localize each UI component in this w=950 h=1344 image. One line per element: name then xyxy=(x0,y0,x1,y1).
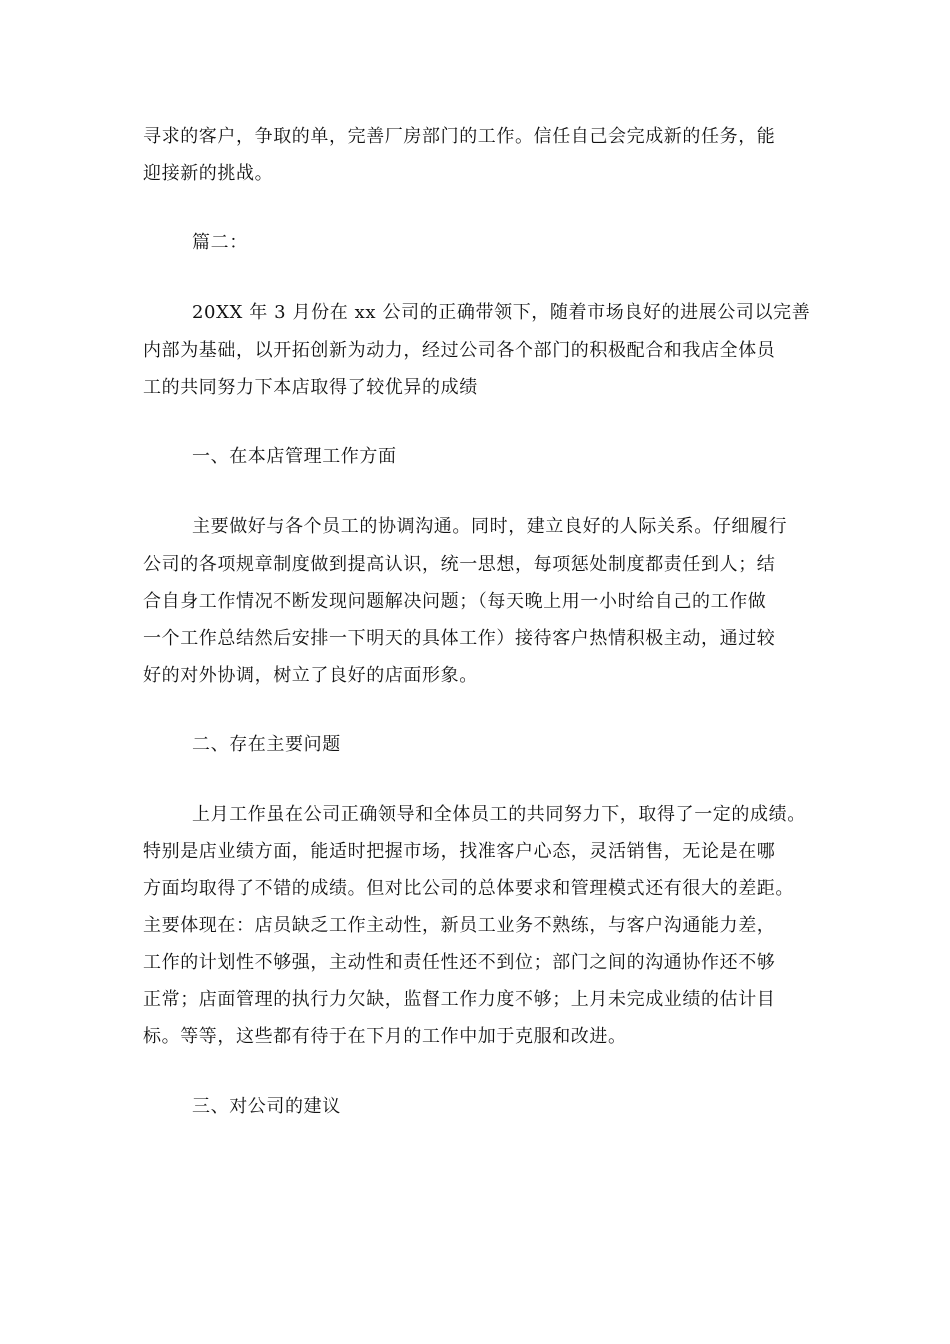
paragraph-line: 迎接新的挑战。 xyxy=(143,163,274,184)
paragraph-line: 主要体现在：店员缺乏工作主动性，新员工业务不熟练，与客户沟通能力差， xyxy=(143,915,776,936)
paragraph-line: 上月工作虽在公司正确领导和全体员工的共同努力下，取得了一定的成绩。 xyxy=(192,804,806,825)
paragraph-line: 工的共同努力下本店取得了较优异的成绩 xyxy=(143,377,478,398)
section-heading: 一、在本店管理工作方面 xyxy=(192,446,397,467)
section-heading: 三、对公司的建议 xyxy=(192,1096,341,1117)
paragraph-line: 工作的计划性不够强，主动性和责任性还不到位；部门之间的沟通协作还不够 xyxy=(143,952,776,973)
paragraph-line: 正常；店面管理的执行力欠缺，监督工作力度不够；上月未完成业绩的估计目 xyxy=(143,989,776,1010)
section-heading: 二、存在主要问题 xyxy=(192,734,341,755)
paragraph-line: 合自身工作情况不断发现问题解决问题；（每天晚上用一小时给自己的工作做 xyxy=(143,591,767,612)
section-heading: 篇二： xyxy=(192,232,248,253)
paragraph-line: 20XX 年 3 月份在 xx 公司的正确带领下，随着市场良好的进展公司以完善 xyxy=(192,302,811,323)
paragraph-line: 寻求的客户，争取的单，完善厂房部门的工作。信任自己会完成新的任务，能 xyxy=(143,126,776,147)
paragraph-line: 内部为基础，以开拓创新为动力，经过公司各个部门的积极配合和我店全体员 xyxy=(143,340,776,361)
paragraph-line: 主要做好与各个员工的协调沟通。同时，建立良好的人际关系。仔细履行 xyxy=(192,516,788,537)
paragraph-line: 标。等等，这些都有待于在下月的工作中加于克服和改进。 xyxy=(143,1026,627,1047)
paragraph-line: 特别是店业绩方面，能适时把握市场，找准客户心态，灵活销售，无论是在哪 xyxy=(143,841,776,862)
paragraph-line: 公司的各项规章制度做到提高认识，统一思想，每项惩处制度都责任到人；结 xyxy=(143,554,776,575)
paragraph-line: 一个工作总结然后安排一下明天的具体工作）接待客户热情积极主动，通过较 xyxy=(143,628,776,649)
paragraph-line: 方面均取得了不错的成绩。但对比公司的总体要求和管理模式还有很大的差距。 xyxy=(143,878,794,899)
paragraph-line: 好的对外协调，树立了良好的店面形象。 xyxy=(143,665,478,686)
